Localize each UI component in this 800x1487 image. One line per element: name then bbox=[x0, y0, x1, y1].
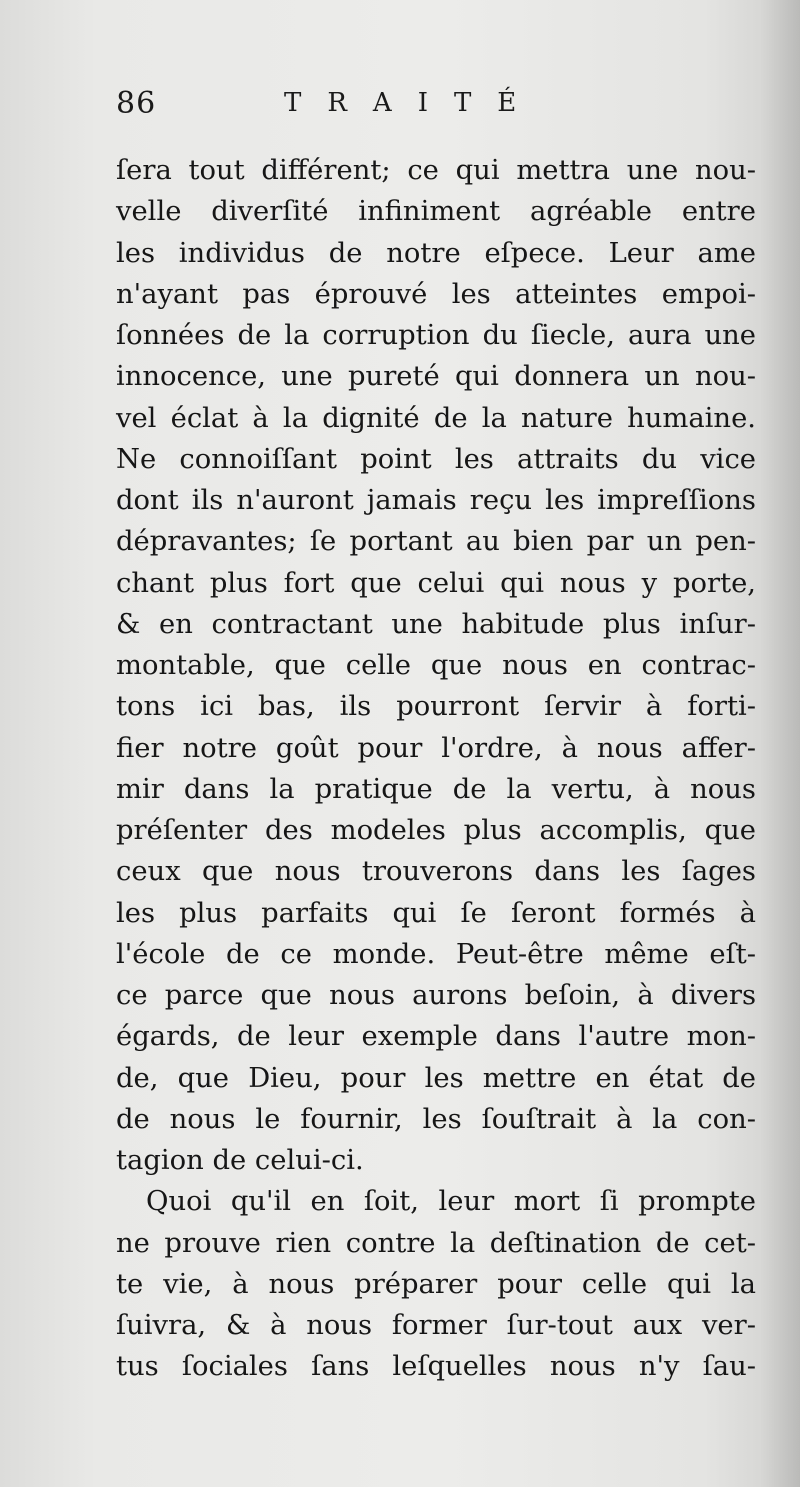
text-line: vel éclat à la dignité de la nature humaine. bbox=[116, 402, 756, 434]
text-line: ſonnées de la corruption du ſiecle, aura une bbox=[116, 320, 756, 351]
running-title: TRAITÉ bbox=[284, 88, 543, 118]
text-line: te vie, à nous préparer pour celle qui la bbox=[116, 1268, 756, 1300]
text-line: & en contractant une habitude plus inſur- bbox=[116, 608, 756, 640]
text-line: innocence, une pureté qui donnera un nou- bbox=[116, 361, 756, 393]
text-line: Ne connoiſſant point les attraits du vice bbox=[116, 443, 756, 475]
running-head bbox=[116, 86, 756, 130]
text-line: les plus parfaits qui ſe ſeront formés à bbox=[116, 897, 756, 929]
text-line: préſenter des modeles plus accomplis, que bbox=[116, 815, 756, 846]
text-line: égards, de leur exemple dans l'autre mon- bbox=[116, 1021, 756, 1053]
text-line: de, que Dieu, pour les mettre en état de bbox=[116, 1062, 756, 1094]
text-line: mir dans la pratique de la vertu, à nous bbox=[116, 773, 756, 805]
page-gutter-shadow bbox=[760, 0, 800, 1487]
text-line: dépravantes; ſe portant au bien par un pen- bbox=[116, 526, 756, 558]
text-line: montable, que celle que nous en contrac- bbox=[116, 650, 756, 681]
text-line: l'école de ce monde. Peut-être même eſt- bbox=[116, 938, 756, 970]
text-line: fier notre goût pour l'ordre, à nous affer- bbox=[116, 732, 756, 764]
text-line: ceux que nous trouverons dans les ſages bbox=[116, 856, 756, 888]
text-line: velle diverſité infiniment agréable entre bbox=[116, 196, 756, 228]
text-line: ne prouve rien contre la deſtination de cet- bbox=[116, 1227, 756, 1259]
text-line: les individus de notre eſpece. Leur ame bbox=[116, 237, 756, 269]
page-number: 86 bbox=[116, 86, 157, 121]
text-line: ſuivra, & à nous former ſur-tout aux ver- bbox=[116, 1310, 756, 1341]
text-line: n'ayant pas éprouvé les atteintes empoi- bbox=[116, 278, 756, 310]
text-line: chant plus fort que celui qui nous y porte, bbox=[116, 567, 756, 599]
paragraph-start-line: Quoi qu'il en ſoit, leur mort ſi prompte bbox=[146, 1186, 756, 1218]
body-text bbox=[116, 150, 756, 1388]
text-line: de nous le fournir, les ſouſtrait à la con- bbox=[116, 1103, 756, 1135]
text-line: dont ils n'auront jamais reçu les impreſſions bbox=[116, 485, 756, 516]
text-line: tus ſociales ſans leſquelles nous n'y ſau- bbox=[116, 1351, 756, 1383]
text-line: ce parce que nous aurons beſoin, à divers bbox=[116, 980, 756, 1011]
paragraph-end-line: tagion de celui-ci. bbox=[116, 1145, 364, 1176]
text-line: ſera tout différent; ce qui mettra une nou- bbox=[116, 155, 756, 186]
text-line: tons ici bas, ils pourront ſervir à forti- bbox=[116, 691, 756, 723]
